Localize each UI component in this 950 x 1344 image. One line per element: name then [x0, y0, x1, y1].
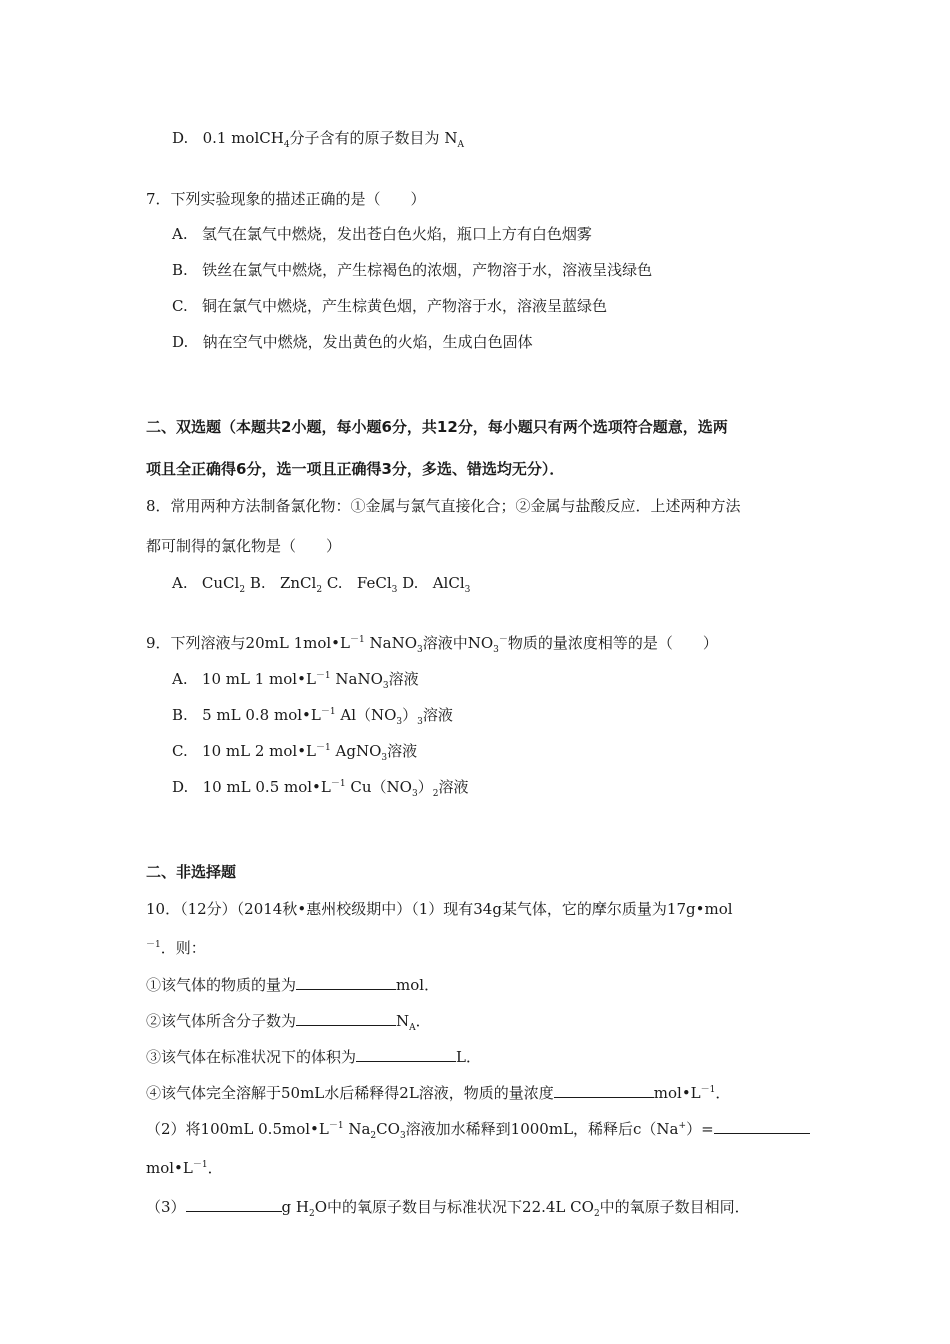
q7-option-d: D. 钠在空气中燃烧，发出黄色的火焰，生成白色固体	[172, 333, 533, 351]
q7-stem: 7．下列实验现象的描述正确的是（ ）	[146, 190, 426, 208]
answer-blank[interactable]	[296, 1010, 396, 1026]
answer-blank[interactable]	[296, 974, 396, 990]
q9-option-d: D. 10 mL 0.5 $mol•L^{-1}$ $Cu(NO_3)_2$溶液	[172, 778, 469, 799]
q8-stem-line2: 都可制得的氯化物是（ ）	[146, 537, 342, 555]
q7-option-c: C. 铜在氯气中燃烧，产生棕黄色烟，产物溶于水，溶液呈蓝绿色	[172, 297, 608, 315]
q10-sub1: ①该气体的物质的量为 mol．	[146, 976, 440, 994]
answer-blank[interactable]	[714, 1118, 810, 1134]
q6-option-d: D. 0.1 molCH$_4$分子含有的原子数目为 $N_A$	[172, 129, 464, 150]
q10-sub4: ④该气体完全溶解于50mL水后稀释得2L溶液，物质的量浓度 $mol•L^{-1}$．	[146, 1084, 731, 1102]
q9-stem: 9．下列溶液与20mL $1mol•L^{-1}$ NaNO$_3$溶液中$NO_3^-$物质的量浓度相等的是（ ）	[146, 634, 718, 655]
q9-option-a: A. 10 mL 1 $mol•L^{-1}$ NaNO$_3$溶液	[172, 670, 419, 691]
q10-part2-line1: （2）将100mL $0.5mol•L^{-1}$ $Na_2CO_3$溶液加水稀释到1000mL，稀释后c（Na+）=	[146, 1118, 810, 1140]
q7-option-a: A. 氢气在氯气中燃烧，发出苍白色火焰，瓶口上方有白色烟雾	[172, 225, 592, 243]
section-double-choice-heading-line1: 二、双选题（本题共2小题，每小题6分，共12分，每小题只有两个选项符合题意，选两	[146, 418, 728, 436]
q8-stem-line1: 8．常用两种方法制备氯化物：①金属与氯气直接化合；②金属与盐酸反应．上述两种方法	[146, 497, 741, 515]
q10-stem-line1: 10．（12分）（2014秋•惠州校级期中）（1）现有34g某气体，它的摩尔质量为17g•mol	[146, 900, 733, 918]
q9-option-b: B. 5 mL 0.8 $mol•L^{-1}$ $Al(NO_3)_3$溶液	[172, 706, 453, 727]
answer-blank[interactable]	[356, 1046, 456, 1062]
section-non-choice-heading: 二、非选择题	[146, 863, 237, 881]
q7-option-b: B. 铁丝在氯气中燃烧，产生棕褐色的浓烟，产物溶于水，溶液呈浅绿色	[172, 261, 653, 279]
q10-sub2: ②该气体所含分子数为 $N_A$．	[146, 1012, 431, 1033]
q10-stem-line2: $^{-1}$．则：	[146, 939, 206, 957]
answer-blank[interactable]	[186, 1196, 282, 1212]
q10-part2-line2: $mol•L^{-1}$．	[146, 1159, 223, 1177]
q10-part3: （3） g $H_2O$中的氧原子数目与标准状况下22.4L $CO_2$中的氧原子数目相同．	[146, 1198, 750, 1219]
q9-option-c: C. 10 mL 2 $mol•L^{-1}$ AgNO$_3$溶液	[172, 742, 418, 763]
answer-blank[interactable]	[554, 1082, 654, 1098]
section-double-choice-heading-line2: 项且全正确得6分，选一项且正确得3分，多选、错选均无分）．	[146, 460, 565, 478]
q8-options: A. CuCl$_2$ B. ZnCl$_2$ C. FeCl$_3$ D. AlCl$_3$	[172, 574, 471, 595]
q10-sub3: ③该气体在标准状况下的体积为 L．	[146, 1048, 481, 1066]
